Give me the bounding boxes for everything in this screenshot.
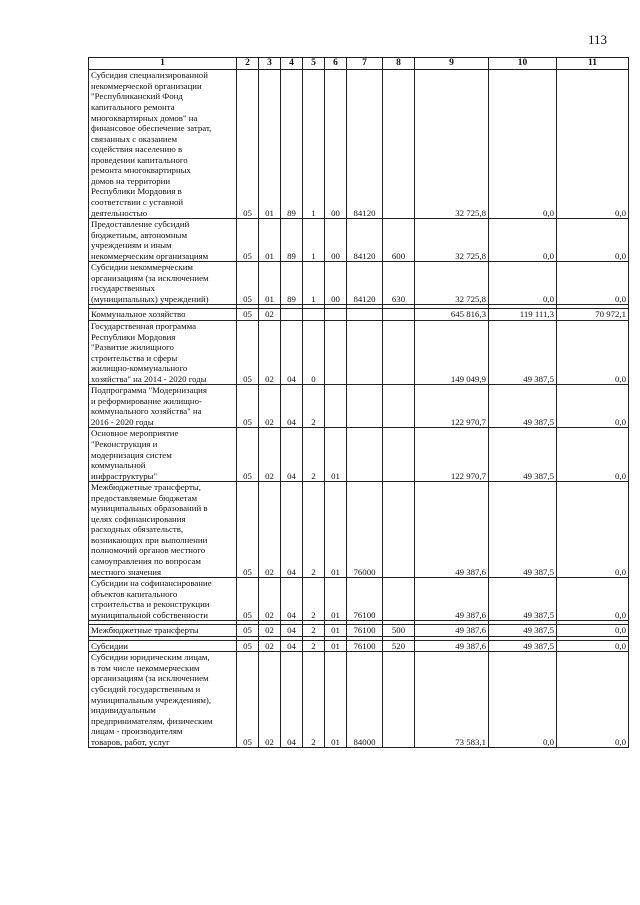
code-cell: 1: [303, 262, 325, 305]
table-row: [89, 652, 629, 748]
code-cell: 05: [237, 428, 259, 482]
table-row: [89, 640, 629, 652]
amount-cell: 149 049,9: [415, 320, 489, 384]
amount-cell: 49 387,5: [489, 428, 557, 482]
row-name-cell: Коммунальное хозяйство: [89, 309, 237, 321]
amount-cell: 0,0: [489, 262, 557, 305]
code-cell: 04: [281, 482, 303, 578]
code-cell: 02: [259, 385, 281, 428]
code-cell: 76100: [347, 640, 383, 652]
row-name-cell: Субсидии на софинансирование объектов капитального строительства и реконструкции муниципальной собственности: [89, 578, 237, 621]
amount-cell: 0,0: [557, 482, 629, 578]
code-cell: 500: [383, 625, 415, 637]
code-cell: 02: [259, 320, 281, 384]
code-cell: 630: [383, 262, 415, 305]
code-cell: 04: [281, 578, 303, 621]
code-cell: [347, 385, 383, 428]
code-cell: [347, 320, 383, 384]
code-cell: 01: [259, 219, 281, 262]
code-cell: 2: [303, 578, 325, 621]
column-header: 11: [557, 58, 629, 70]
row-name-cell: Основное мероприятие "Реконструкция и модернизация систем коммунальной инфраструктуры": [89, 428, 237, 482]
code-cell: 2: [303, 640, 325, 652]
header-row: [89, 58, 629, 70]
code-cell: 02: [259, 428, 281, 482]
code-cell: 01: [325, 652, 347, 748]
code-cell: 76000: [347, 482, 383, 578]
column-header: 6: [325, 58, 347, 70]
code-cell: 05: [237, 625, 259, 637]
code-cell: 04: [281, 625, 303, 637]
code-cell: 1: [303, 219, 325, 262]
amount-cell: 49 387,5: [489, 640, 557, 652]
code-cell: 01: [325, 578, 347, 621]
code-cell: 76100: [347, 625, 383, 637]
code-cell: [383, 652, 415, 748]
table-row: [89, 428, 629, 482]
code-cell: 02: [259, 482, 281, 578]
code-cell: [325, 385, 347, 428]
row-name-cell: Субсидия специализированной некоммерческой организации "Республиканский Фонд капитального ремонта многоквартирных домов" на финансовое обеспечение затрат, связанных с оказанием содействия населению в проведении капитального ремонта многоквартирных домов на территории Республики Мордовия в соответствии с уставной деятельностью: [89, 70, 237, 219]
code-cell: [325, 320, 347, 384]
row-name-cell: Субсидии некоммерческим организациям (за исключением государственных (муниципальных) учреждений): [89, 262, 237, 305]
amount-cell: 49 387,5: [489, 625, 557, 637]
code-cell: 01: [259, 70, 281, 219]
amount-cell: 0,0: [557, 428, 629, 482]
amount-cell: 32 725,8: [415, 262, 489, 305]
row-name-cell: Субсидии юридическим лицам, в том числе некоммерческим организациям (за исключением субсидий государственным и муниципальным учреждениям), индивидуальным предпринимателям, физическим лицам - производителям товаров, работ, услуг: [89, 652, 237, 748]
code-cell: [281, 309, 303, 321]
row-name-cell: Межбюджетные трансферты, предоставляемые бюджетам муниципальных образований в целях софинансирования расходных обязательств, возникающих при выполнении полномочий органов местного самоуправления по вопросам местного значения: [89, 482, 237, 578]
amount-cell: 0,0: [557, 219, 629, 262]
code-cell: 89: [281, 219, 303, 262]
table-row: [89, 385, 629, 428]
amount-cell: 0,0: [557, 385, 629, 428]
code-cell: [325, 309, 347, 321]
code-cell: 05: [237, 70, 259, 219]
budget-table: [88, 57, 629, 748]
code-cell: 02: [259, 652, 281, 748]
amount-cell: 0,0: [557, 625, 629, 637]
column-header: 9: [415, 58, 489, 70]
code-cell: 76100: [347, 578, 383, 621]
code-cell: 84120: [347, 70, 383, 219]
column-header: 3: [259, 58, 281, 70]
code-cell: 05: [237, 262, 259, 305]
code-cell: [383, 578, 415, 621]
code-cell: 2: [303, 482, 325, 578]
amount-cell: 49 387,5: [489, 578, 557, 621]
code-cell: 04: [281, 320, 303, 384]
code-cell: 02: [259, 578, 281, 621]
amount-cell: 0,0: [557, 578, 629, 621]
code-cell: 01: [325, 640, 347, 652]
code-cell: 05: [237, 219, 259, 262]
code-cell: 00: [325, 262, 347, 305]
amount-cell: 73 583,1: [415, 652, 489, 748]
code-cell: 2: [303, 428, 325, 482]
amount-cell: 0,0: [557, 70, 629, 219]
code-cell: [383, 320, 415, 384]
code-cell: 84120: [347, 262, 383, 305]
table-row: [89, 578, 629, 621]
table-row: [89, 320, 629, 384]
amount-cell: 122 970,7: [415, 385, 489, 428]
code-cell: [383, 309, 415, 321]
code-cell: [303, 309, 325, 321]
amount-cell: 0,0: [557, 640, 629, 652]
amount-cell: 0,0: [489, 219, 557, 262]
code-cell: 84000: [347, 652, 383, 748]
table-row: [89, 262, 629, 305]
row-name-cell: Предоставление субсидий бюджетным, автономным учреждениям и иным некоммерческим организациям: [89, 219, 237, 262]
amount-cell: 0,0: [557, 320, 629, 384]
column-header: 4: [281, 58, 303, 70]
code-cell: 2: [303, 385, 325, 428]
code-cell: [347, 428, 383, 482]
code-cell: 05: [237, 652, 259, 748]
code-cell: 02: [259, 625, 281, 637]
table-row: [89, 625, 629, 637]
code-cell: [383, 385, 415, 428]
code-cell: [383, 482, 415, 578]
column-header: 1: [89, 58, 237, 70]
amount-cell: 32 725,8: [415, 70, 489, 219]
amount-cell: 32 725,8: [415, 219, 489, 262]
amount-cell: 0,0: [557, 652, 629, 748]
amount-cell: 119 111,3: [489, 309, 557, 321]
code-cell: 04: [281, 640, 303, 652]
amount-cell: 122 970,7: [415, 428, 489, 482]
column-header: 2: [237, 58, 259, 70]
code-cell: 01: [325, 625, 347, 637]
code-cell: 89: [281, 70, 303, 219]
code-cell: 89: [281, 262, 303, 305]
code-cell: 04: [281, 385, 303, 428]
amount-cell: 0,0: [489, 652, 557, 748]
column-header: 10: [489, 58, 557, 70]
amount-cell: 49 387,5: [489, 320, 557, 384]
column-header: 8: [383, 58, 415, 70]
row-name-cell: Межбюджетные трансферты: [89, 625, 237, 637]
amount-cell: 49 387,5: [489, 385, 557, 428]
table-row: [89, 70, 629, 219]
code-cell: 05: [237, 578, 259, 621]
code-cell: 2: [303, 652, 325, 748]
code-cell: 0: [303, 320, 325, 384]
code-cell: 04: [281, 652, 303, 748]
table-body: [89, 70, 629, 748]
amount-cell: 645 816,3: [415, 309, 489, 321]
code-cell: 05: [237, 320, 259, 384]
table-row: [89, 309, 629, 321]
code-cell: 84120: [347, 219, 383, 262]
code-cell: 04: [281, 428, 303, 482]
row-name-cell: Государственная программа Республики Мордовия "Развитие жилищного строительства и сферы жилищно-коммунального хозяйства" на 2014 - 2020 годы: [89, 320, 237, 384]
code-cell: 05: [237, 385, 259, 428]
row-name-cell: Подпрограмма "Модернизация и реформирование жилищно- коммунального хозяйства" на 2016 - 2020 годы: [89, 385, 237, 428]
code-cell: 02: [259, 640, 281, 652]
code-cell: 00: [325, 70, 347, 219]
table-row: [89, 219, 629, 262]
code-cell: 05: [237, 640, 259, 652]
table-row: [89, 482, 629, 578]
amount-cell: 49 387,6: [415, 625, 489, 637]
code-cell: 01: [325, 428, 347, 482]
column-header: 7: [347, 58, 383, 70]
amount-cell: 0,0: [557, 262, 629, 305]
code-cell: 00: [325, 219, 347, 262]
amount-cell: 70 972,1: [557, 309, 629, 321]
page-number: 113: [588, 32, 608, 47]
column-header: 5: [303, 58, 325, 70]
amount-cell: 0,0: [489, 70, 557, 219]
code-cell: 520: [383, 640, 415, 652]
code-cell: [383, 70, 415, 219]
code-cell: 600: [383, 219, 415, 262]
amount-cell: 49 387,5: [489, 482, 557, 578]
amount-cell: 49 387,6: [415, 640, 489, 652]
code-cell: 05: [237, 482, 259, 578]
code-cell: 05: [237, 309, 259, 321]
code-cell: [383, 428, 415, 482]
amount-cell: 49 387,6: [415, 482, 489, 578]
code-cell: 2: [303, 625, 325, 637]
code-cell: 01: [325, 482, 347, 578]
code-cell: 02: [259, 309, 281, 321]
code-cell: 1: [303, 70, 325, 219]
code-cell: 01: [259, 262, 281, 305]
code-cell: [347, 309, 383, 321]
amount-cell: 49 387,6: [415, 578, 489, 621]
row-name-cell: Субсидии: [89, 640, 237, 652]
